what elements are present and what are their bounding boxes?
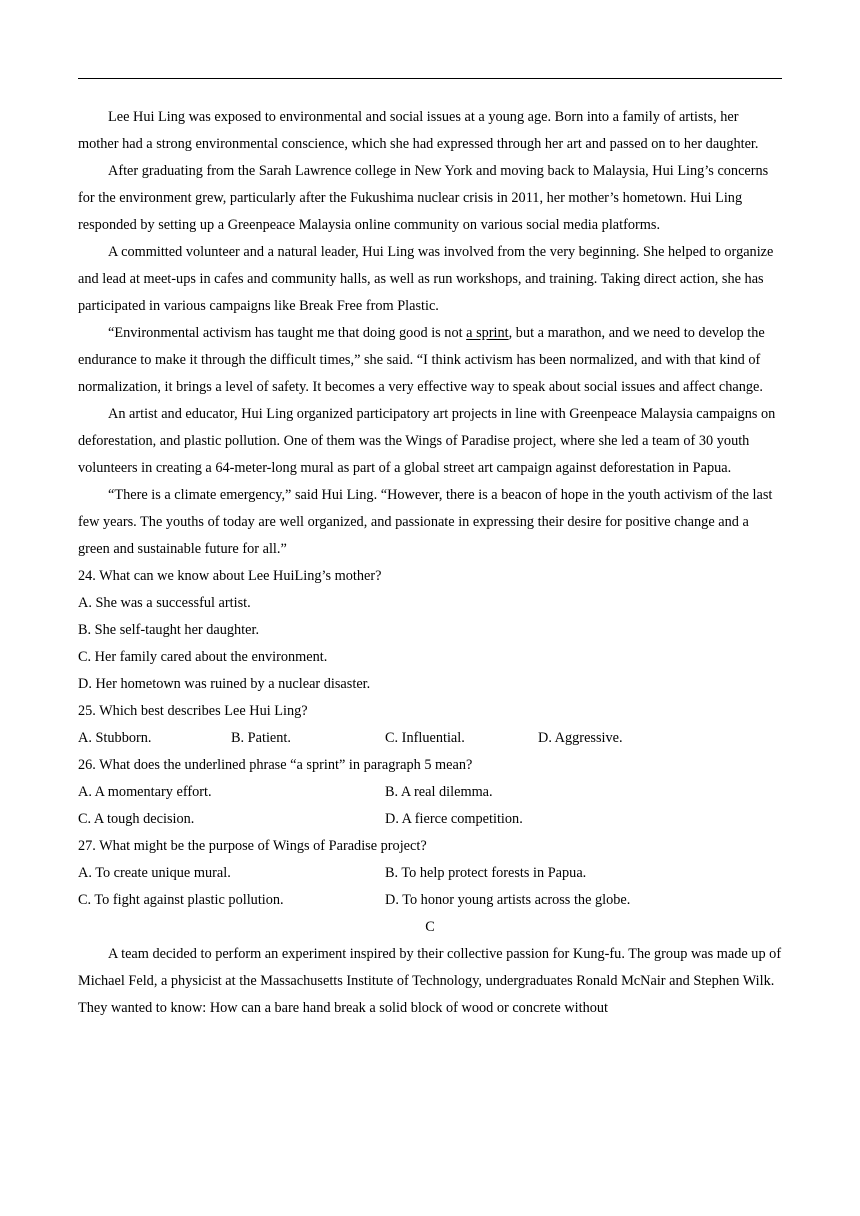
paragraph-2: After graduating from the Sarah Lawrence college in New York and moving back to Malaysia, Hui Ling’s concerns for the environment grew, particularly after the Fukushima nuclear crisis in 2011, her mother’s hometown. Hui Ling responded by setting up a Greenpeace Malaysia online community on various social media platforms. (78, 163, 769, 233)
underlined-phrase: a sprint (466, 325, 509, 341)
section-heading: C (425, 919, 435, 935)
question-26-option-b: B. A real dilemma. (385, 784, 493, 800)
question-25-stem: 25. Which best describes Lee Hui Ling? (78, 703, 308, 719)
question-26-options-row-1 (78, 779, 782, 806)
paragraph-3: A committed volunteer and a natural leader, Hui Ling was involved from the very beginning. She helped to organize and lead at meet-ups in cafes and community halls, as well as run workshops, and training. Taking direct action, she has participated in various campaigns like Break Free from Plastic. (78, 244, 774, 314)
question-27-option-a: A. To create unique mural. (78, 865, 231, 881)
question-27-stem: 27. What might be the purpose of Wings of Paradise project? (78, 838, 427, 854)
document-body (78, 104, 782, 1022)
paragraph-5: An artist and educator, Hui Ling organized participatory art projects in line with Greenpeace Malaysia campaigns on deforestation, and plastic pollution. One of them was the Wings of Paradise project, where she led a team of 30 youth volunteers in creating a 64-meter-long mural as part of a global street art campaign against deforestation in Papua. (78, 406, 776, 476)
question-26-option-a: A. A momentary effort. (78, 784, 212, 800)
question-25-option-c: C. Influential. (385, 730, 465, 746)
question-25-options (78, 725, 782, 752)
paragraph-4-start: “Environmental activism has taught me that doing good is not (108, 325, 467, 341)
question-25-option-a: A. Stubborn. (78, 730, 152, 746)
question-24-option-c: C. Her family cared about the environment. (78, 649, 328, 665)
question-24-option-d: D. Her hometown was ruined by a nuclear disaster. (78, 676, 371, 692)
question-27-option-c: C. To fight against plastic pollution. (78, 892, 284, 908)
question-26-options-row-2 (78, 806, 782, 833)
paragraph-1: Lee Hui Ling was exposed to environmental and social issues at a young age. Born into a family of artists, her mother had a strong environmental conscience, which she had expressed through her art and passed on to her daughter. (78, 109, 759, 152)
question-26-option-c: C. A tough decision. (78, 811, 195, 827)
paragraph-4 (78, 320, 782, 401)
question-27-options-row-1 (78, 860, 782, 887)
question-25-option-b: B. Patient. (231, 730, 291, 746)
question-25-option-d: D. Aggressive. (538, 730, 623, 746)
section-c-paragraph-1: A team decided to perform an experiment inspired by their collective passion for Kung-fu. The group was made up of Michael Feld, a physicist at the Massachusetts Institute of Technology, undergraduates Ronald McNair and Stephen Wilk. They wanted to know: How can a bare hand break a solid block of wood or concrete without (78, 946, 782, 1016)
header-rule (78, 78, 782, 79)
question-26-option-d: D. A fierce competition. (385, 811, 523, 827)
question-24-option-b: B. She self-taught her daughter. (78, 622, 260, 638)
question-24-stem: 24. What can we know about Lee HuiLing’s mother? (78, 568, 382, 584)
question-27-option-b: B. To help protect forests in Papua. (385, 865, 587, 881)
paragraph-4-end: , but a marathon, and we need to develop the endurance to make it through the difficult times,” she said. “I think activism has been normalized, and with that kind of normalization, it brings a level of safety. It becomes a very effective way to speak about social issues and affect change. (78, 325, 765, 395)
question-27-options-row-2 (78, 887, 782, 914)
paragraph-6: “There is a climate emergency,” said Hui Ling. “However, there is a beacon of hope in the youth activism of the last few years. The youths of today are well organized, and passionate in expressing their desire for positive change and a green and sustainable future for all.” (78, 487, 773, 557)
question-26-stem: 26. What does the underlined phrase “a sprint” in paragraph 5 mean? (78, 757, 473, 773)
question-24-option-a: A. She was a successful artist. (78, 595, 251, 611)
question-27-option-d: D. To honor young artists across the globe. (385, 892, 631, 908)
